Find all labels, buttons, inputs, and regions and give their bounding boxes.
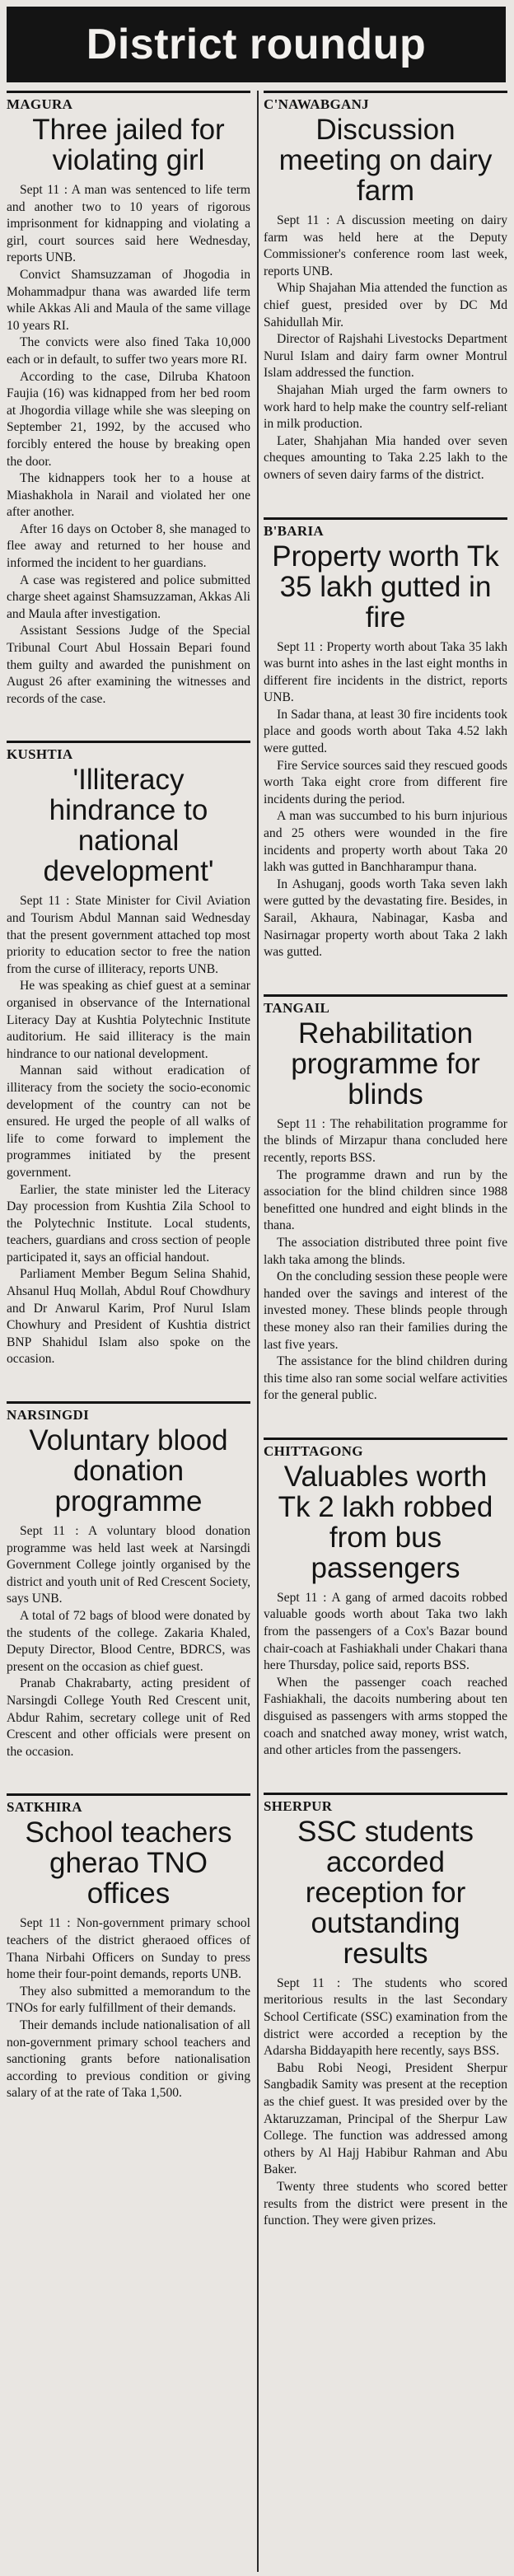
story-paragraph: Parliament Member Begum Selina Shahid, Ahsanul Huq Mollah, Abdul Rouf Chowdhury and Dr Anwarul Karim, Prof Nurul Islam Chowhury and President of Kushtia district BNP Shahidul Islam also spoke on the occasion. [7,1267,250,1367]
story-paragraph: Whip Shajahan Mia attended the function as chief guest, presided over by DC Md Sahidullah Mir. [264,281,507,330]
story-paragraph: A case was registered and police submitted charge sheet against Shamsuzzaman, Akkas Ali and Maula after investigation. [7,573,250,621]
story-paragraph: Sept 11 : Non-government primary school teachers of the district gheraoed offices of Thana Nirbahi Officers on Sunday to press home their four-point demands, reports UNB. [7,1916,250,1982]
story-paragraph: Shajahan Miah urged the farm owners to work hard to help make the country self-reliant in milk production. [264,382,507,432]
story-headline: SSC students accorded reception for outstanding results [297,1815,474,1970]
story-headline: Rehabilitation programme for blinds [291,1017,480,1110]
story-headline: 'Illiteracy hindrance to national development' [43,764,214,888]
story-paragraph: Sept 11 : State Minister for Civil Aviation and Tourism Abdul Mannan said Wednesday that the present government attached top most priority to education sector to free the nation from the curse of illiteracy, reports UNB. [7,894,250,976]
story-dateline: CHITTAGONG [264,1438,507,1460]
story-headline: Valuables worth Tk 2 lakh robbed from bus passengers [278,1460,493,1584]
story-paragraph: Their demands include nationalisation of all non-government primary school teachers and sanctioning grants before nationalisation according to previous condition or giving salary of at the rate of Taka 1,500. [7,2017,250,2101]
story-paragraph: Babu Robi Neogi, President Sherpur Sangbadik Samity was present at the reception as the chief guest. It was presided over by the Aktaruzzaman, Principal of the Sherpur Law College. The function was addressed among others by Al Hajj Habibur Rahman and Abu Baker. [264,2060,507,2177]
story-paragraph: Sept 11 : The rehabilitation programme for the blinds of Mirzapur thana concluded here recently, reports BSS. [264,1116,507,1165]
news-story [7,91,250,708]
story-paragraph: Director of Rajshahi Livestocks Department Nurul Islam and dairy farm owner Montrul Islam addressed the function. [264,332,507,381]
story-paragraph: The assistance for the blind children during this time also ran some social welfare activities for the general public. [264,1354,507,1403]
story-paragraph: Pranab Chakrabarty, acting president of Narsingdi College Youth Red Crescent unit, Abdur Rahim, secretary college unit of Red Crescent and other officials were present on the occasion. [7,1676,250,1759]
story-paragraph: On the concluding session these people were handed over the savings and interest of the invested money. These blinds people through these money also ran their families during the last five years. [264,1269,507,1352]
story-paragraph: A total of 72 bags of blood were donated by the students of the college. Zakaria Khaled, Deputy Director, Blood Centre, BDRCS, was present on the occasion as chief guest. [7,1609,250,1674]
story-paragraph: Sept 11 : A man was sentenced to life term and another two to 10 years of rigorous imprisonment for kidnapping and violating a girl, court sources said here Wednesday, reports UNB. [7,183,250,265]
story-paragraph: A man was succumbed to his burn injurious and 25 others were wounded in the fire incidents and property worth about Taka 20 lakh was gutted in Banchharampur thana. [264,809,507,875]
story-paragraph: The association distributed three point five lakh taka among the blinds. [264,1235,507,1267]
story-paragraph: Later, Shahjahan Mia handed over seven cheques amounting to Taka 2.25 lakh to the owners of seven dairy farms of the district. [264,433,507,482]
story-body [264,639,507,961]
news-story [264,517,507,961]
story-dateline: SATKHIRA [7,1793,250,1816]
story-paragraph: When the passenger coach reached Fashiakhali, the dacoits numbering about ten disguised as passengers with arms stopped the coach and snatched away money, wrist watch, and other articles from the passengers. [264,1675,507,1758]
story-headline: Three jailed for violating girl [32,114,225,176]
section-banner: District roundup [7,7,506,82]
story-paragraph: Sept 11 : A discussion meeting on dairy farm was held here at the Deputy Commissioner's conference room last week, reports UNB. [264,213,507,278]
story-body [264,1116,507,1405]
story-dateline: KUSHTIA [7,741,250,763]
column-divider [257,91,259,2572]
story-paragraph: Fire Service sources said they rescued goods worth Taka eight crore from different fire incidents during the period. [264,758,507,806]
news-story [264,91,507,484]
story-headline: School teachers gherao TNO offices [25,1816,232,1910]
story-body [264,213,507,484]
story-headline: Property worth Tk 35 lakh gutted in fire [272,540,499,633]
story-paragraph: Sept 11 : A voluntary blood donation programme was held last week at Narsingdi Government College jointly organised by the district and youth unit of Red Crescent Society, says UNB. [7,1524,250,1606]
story-paragraph: Sept 11 : Property worth about Taka 35 lakh was burnt into ashes in the last eight months in different fire incidents in the district, reports UNB. [264,639,507,705]
story-paragraph: Sept 11 : A gang of armed dacoits robbed valuable goods worth about Taka two lakh from the passengers of a Cox's Bazar bound chair-coach at Fashiakhali under Chakari thana here Thursday, police said, reports BSS. [264,1590,507,1673]
story-body [264,1590,507,1760]
story-body [7,1915,250,2102]
story-paragraph: In Sadar thana, at least 30 fire incidents took place and goods worth about Taka 4.52 lakh were gutted. [264,707,507,756]
story-dateline: TANGAIL [264,994,507,1017]
story-headline: Voluntary blood donation programme [29,1424,228,1518]
story-paragraph: He was speaking as chief guest at a seminar organised in observance of the International Literacy Day at Kushtia Polytechnic Institute auditorium. He said illiteracy is the main hindrance to our national development. [7,979,250,1061]
story-paragraph: The kidnappers took her to a house at Miashakhola in Narail and violated her one after another. [7,471,250,520]
news-story [7,741,250,1368]
story-dateline: C'NAWABGANJ [264,91,507,113]
story-body [264,1975,507,2230]
story-body [7,182,250,708]
story-body [7,893,250,1368]
story-paragraph: Earlier, the state minister led the Literacy Day procession from Kushtia Zila School to the Polytechnic Institute. Local students, teachers, guardians and cross section of people participated it, says an official handout. [7,1182,250,1265]
news-story [264,1438,507,1760]
story-paragraph: Mannan said without eradication of illiteracy from the society the socio-economic development of the country can not be ensured. He urged the people of all walks of life to come forward to implement the programmes initiated by the present government. [7,1064,250,1180]
story-paragraph: After 16 days on October 8, she managed to flee away and returned to her house and informed the incident to her guardians. [7,521,250,571]
story-dateline: MAGURA [7,91,250,113]
story-body [7,1523,250,1760]
story-dateline: NARSINGDI [7,1401,250,1424]
story-paragraph: According to the case, Dilruba Khatoon Faujia (16) was kidnapped from her bed room at Jhogordia village while she was sleeping on September 21, 1992, by the accused who forcibly entered the house by breaking open the door. [7,369,250,469]
story-paragraph: Twenty three students who scored better results from the district were present in the function. They were given prizes. [264,2179,507,2228]
news-story [7,1401,250,1760]
story-paragraph: They also submitted a memorandum to the TNOs for early fulfillment of their demands. [7,1984,250,2016]
news-story [7,1793,250,2102]
story-dateline: B'BARIA [264,517,507,540]
news-story [264,1793,507,2230]
story-paragraph: Sept 11 : The students who scored meritorious results in the last Secondary School Certificate (SSC) examination from the district were accorded a reception by the Adarsha Biddayapith here recently, says BSS. [264,1975,507,2059]
story-headline: Discussion meeting on dairy farm [278,114,493,207]
story-paragraph: Assistant Sessions Judge of the Special Tribunal Court Abul Hossain Bepari found them guilty and awarded the punishment on August 26 after examining the witnesses and records of the case. [7,624,250,706]
news-story [264,994,507,1405]
right-column [264,91,507,2570]
story-paragraph: Convict Shamsuzzaman of Jhogodia in Mohammadpur thana was awarded life term while Akkas Ali and Maula of the same village 10 years RI. [7,267,250,333]
story-dateline: SHERPUR [264,1793,507,1815]
story-paragraph: In Ashuganj, goods worth Taka seven lakh were gutted by the devastating fire. Besides, in Sarail, Akhaura, Nabinagar, Kasba and Nasirnagar property worth about Taka 2 lakh was gutted. [264,877,507,960]
left-column [7,91,250,2570]
story-paragraph: The convicts were also fined Taka 10,000 each or in default, to suffer two years more RI. [7,335,250,367]
story-paragraph: The programme drawn and run by the association for the blind children since 1988 benefitted one hundred and eight blinds in the thana. [264,1167,507,1233]
